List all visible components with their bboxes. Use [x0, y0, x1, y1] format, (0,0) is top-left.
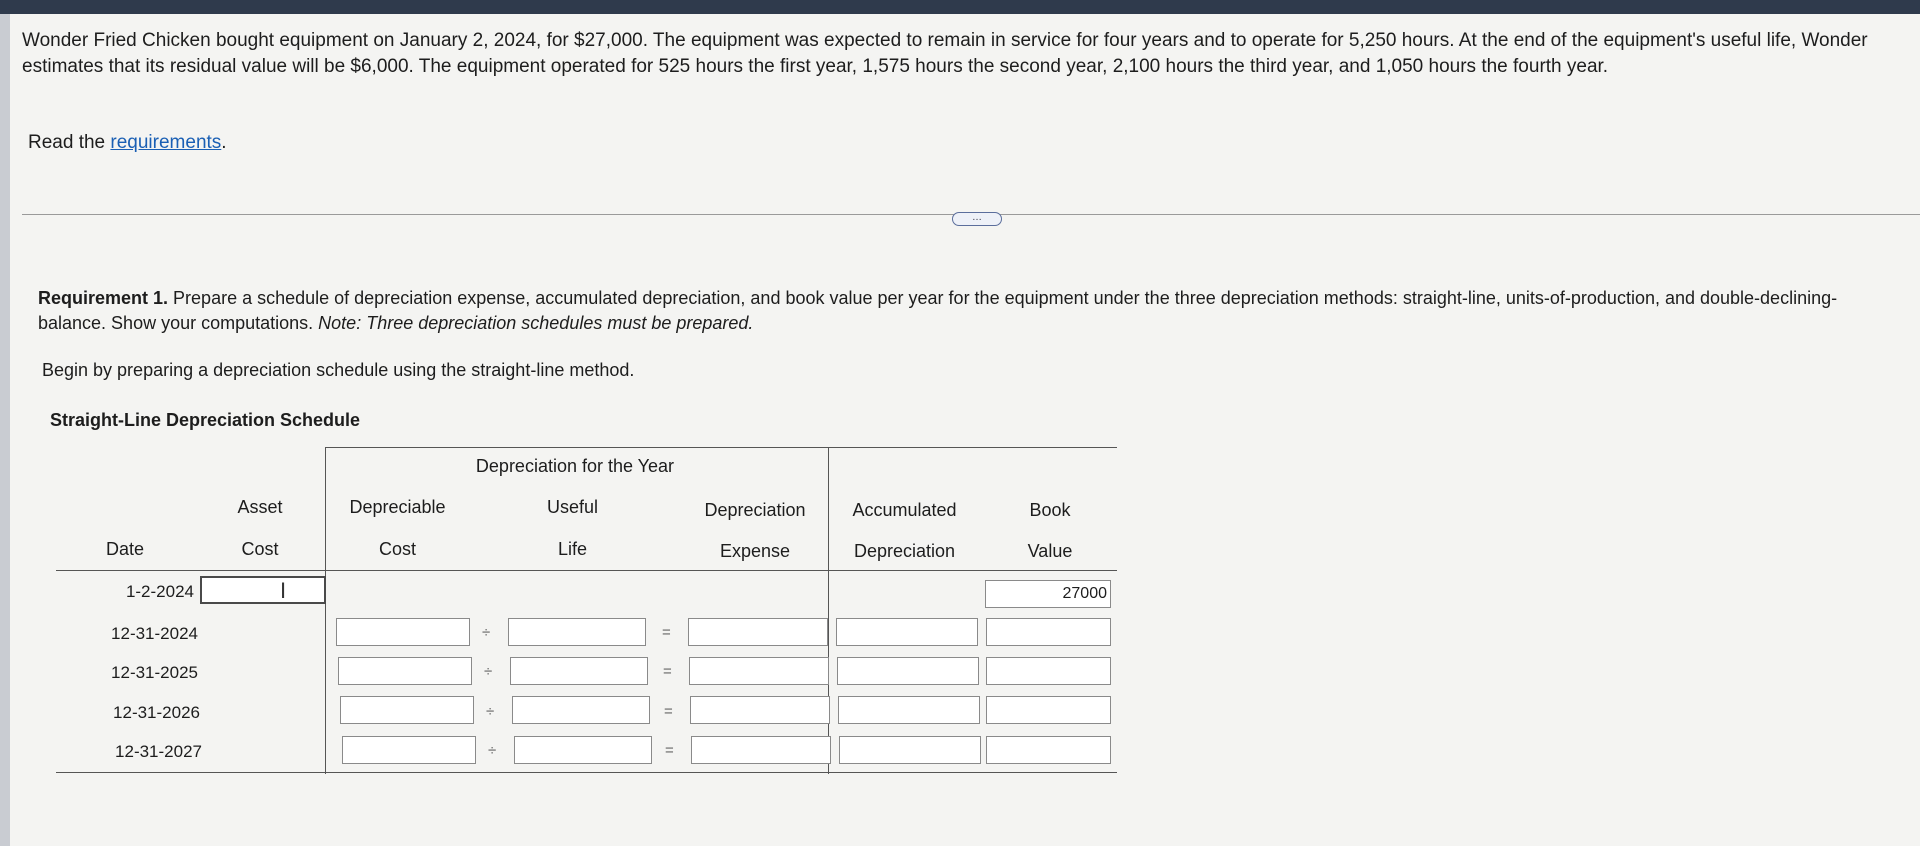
book-value-input[interactable] [986, 618, 1111, 646]
divide-symbol: ÷ [484, 663, 493, 680]
header-expense: Expense [719, 541, 791, 561]
schedule-title: Straight-Line Depreciation Schedule [50, 410, 361, 430]
depreciation-expense-input[interactable] [691, 736, 831, 764]
header-accumulated-depreciation: Depreciation [853, 541, 956, 561]
header-book-value: Value [1027, 541, 1073, 561]
header-depreciable-cost: Cost [378, 539, 416, 559]
window-left-edge [0, 14, 10, 846]
asset-cost-input[interactable] [200, 576, 326, 604]
requirement-1-note: Note: Three depreciation schedules must be prepared. [318, 313, 754, 333]
equals-symbol: = [665, 742, 674, 759]
depreciable-cost-input[interactable] [340, 696, 474, 724]
book-value-input[interactable] [986, 696, 1111, 724]
header-date: Date [105, 539, 145, 559]
header-book: Book [1029, 500, 1071, 520]
depreciable-cost-input[interactable] [336, 618, 470, 646]
book-value-input[interactable] [986, 736, 1111, 764]
divide-symbol: ÷ [482, 624, 491, 641]
header-accumulated: Accumulated [852, 500, 957, 520]
row-date: 12-31-2026 [113, 703, 200, 722]
row-date: 12-31-2024 [111, 624, 198, 643]
useful-life-input[interactable] [514, 736, 652, 764]
requirement-1-text [38, 286, 1888, 336]
depreciable-cost-input[interactable] [342, 736, 476, 764]
accumulated-depreciation-input[interactable] [838, 696, 980, 724]
accumulated-depreciation-input[interactable] [836, 618, 978, 646]
header-bottom-line [56, 570, 1117, 571]
divide-symbol: ÷ [486, 703, 495, 720]
begin-instruction: Begin by preparing a depreciation schedule using the straight-line method. [42, 360, 635, 380]
table-bottom-line [56, 772, 1117, 773]
header-top-line [325, 447, 1117, 448]
requirements-link[interactable]: requirements [110, 132, 222, 153]
row-date: 12-31-2025 [111, 663, 198, 682]
useful-life-input[interactable] [510, 657, 648, 685]
requirement-1-label: Requirement 1. [38, 288, 169, 308]
book-value-initial[interactable]: 27000 [985, 580, 1111, 608]
depreciable-cost-input[interactable] [338, 657, 472, 685]
accumulated-depreciation-input[interactable] [837, 657, 979, 685]
read-prefix: Read the [28, 132, 111, 153]
useful-life-input[interactable] [508, 618, 646, 646]
column-divider-left [325, 447, 326, 774]
header-cost: Cost [241, 539, 279, 559]
equals-symbol: = [663, 663, 672, 680]
header-asset: Asset [237, 497, 283, 517]
header-depreciable: Depreciable [349, 497, 446, 517]
depreciation-expense-input[interactable] [690, 696, 830, 724]
read-requirements-line [28, 132, 227, 154]
row-date: 1-2-2024 [125, 582, 194, 601]
accumulated-depreciation-input[interactable] [839, 736, 981, 764]
depreciation-expense-input[interactable] [689, 657, 829, 685]
browser-top-bar [0, 0, 1920, 14]
useful-life-input[interactable] [512, 696, 650, 724]
depreciation-expense-input[interactable] [688, 618, 828, 646]
book-value-input[interactable] [986, 657, 1111, 685]
expand-more-button[interactable]: … [952, 212, 1002, 226]
group-header-depreciation-for-year: Depreciation for the Year [475, 456, 675, 476]
equals-symbol: = [664, 703, 673, 720]
header-depreciation: Depreciation [704, 500, 806, 520]
text-cursor-icon: I [280, 578, 287, 603]
requirement-1-body: Prepare a schedule of depreciation expense, accumulated depreciation, and book value per year for the equipment under the three depreciation methods: straight-line, units-of-production, and double-declining-balance. Show your computations. [38, 288, 1838, 333]
divide-symbol: ÷ [488, 742, 497, 759]
row-date: 12-31-2027 [115, 742, 202, 761]
equals-symbol: = [662, 624, 671, 641]
problem-statement: Wonder Fried Chicken bought equipment on January 2, 2024, for $27,000. The equipment was expected to remain in service for four years and to operate for 5,250 hours. At the end of the equipment's useful life, Wonder estimates that its residual value will be $6,000. The equipment operated for 525 hours the first year, 1,575 hours the second year, 2,100 hours the third year, and 1,050 hours the fourth year. [22, 30, 1868, 77]
header-life: Life [557, 539, 588, 559]
header-useful: Useful [546, 497, 599, 517]
read-suffix: . [221, 132, 227, 153]
column-divider-right [828, 447, 829, 774]
